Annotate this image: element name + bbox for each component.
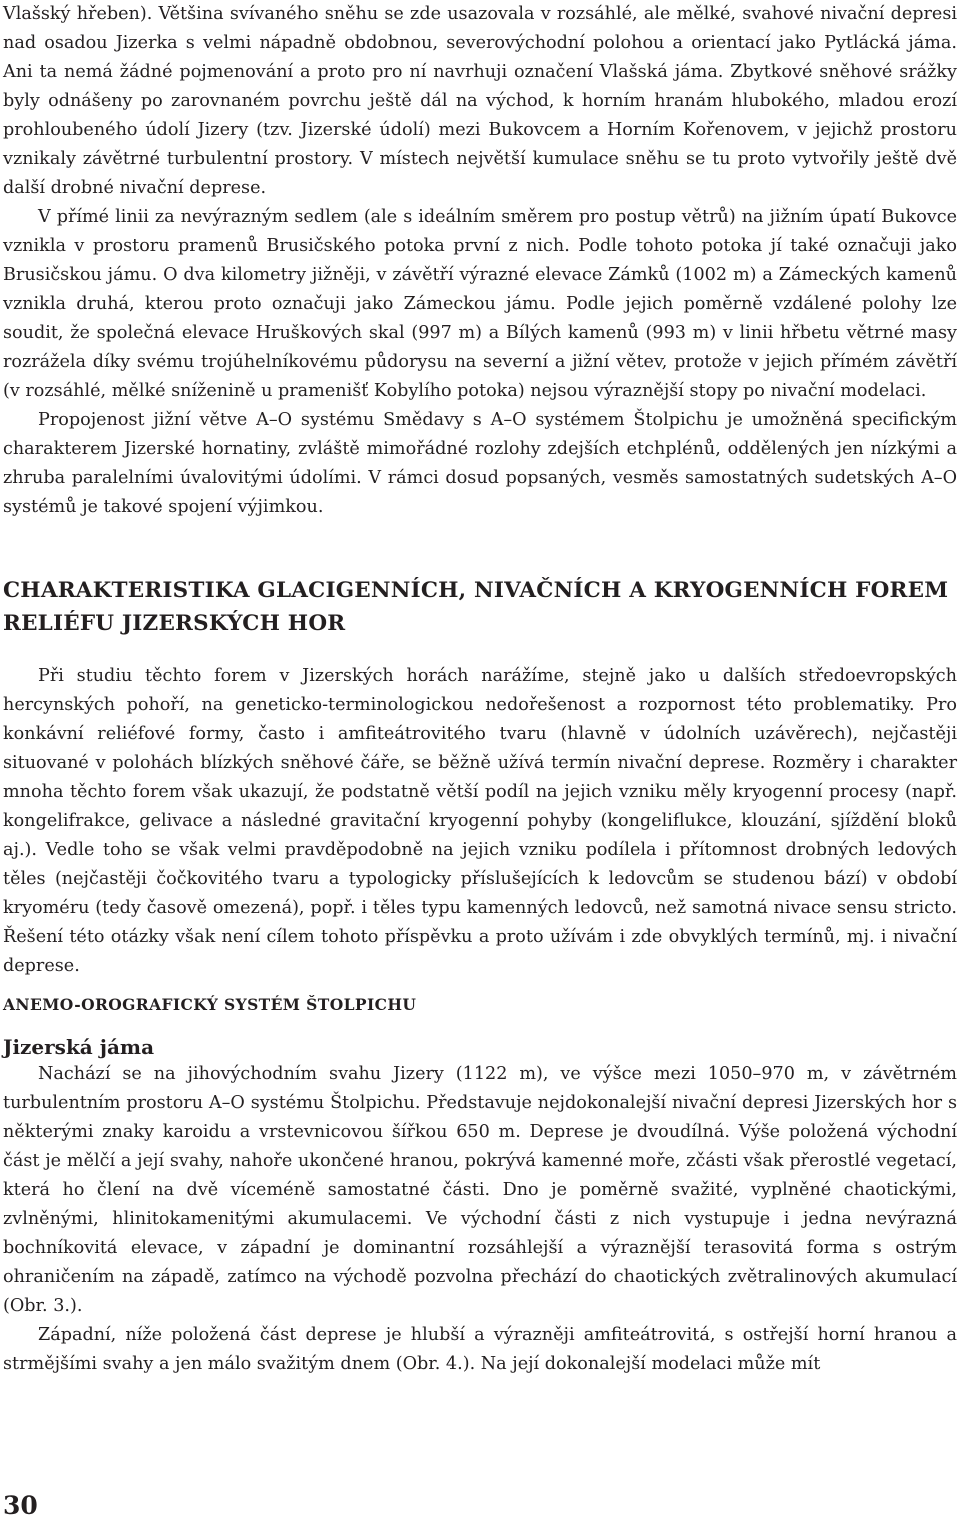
paragraph-chapter-intro: Při studiu těchto forem v Jizerských horách narážíme, stejně jako u dalších středoevropských hercynských pohoří, na geneticko-terminologickou nedořešenost a rozpornost této problematiky. Pro konkávní reliéfové formy, často i amfiteátrovitého tvaru (hlavně v údolních uzávěrech), nejčastěji situované v polohách blízkých sněhové čáře, se běžně užívá termín nivační deprese. Rozměry i charakter mnoha těchto forem však ukazují, že podstatně větší podíl na jejich vzniku měly kryogenní procesy (např. kongelifrakce, gelivace a následné gravitační kryogenní pohyby (kongeliflukce, klouzání, sjíždění bloků aj.). Vedle toho se však velmi pravděpodobně na jejich vzniku podílela i přítomnost drobných ledových těles (nejčastěji čočkovitého tvaru a typologicky příslušejících k ledovcům se studenou bází) v období kryoméru (tedy časově omezená), popř. i těles typu kamenných ledovců, než samotná nivace sensu stricto. Řešení této otázky však není cílem tohoto příspěvku a proto užívám i zde obvyklých termínů, mj. i nivační deprese. bbox=[3, 666, 957, 976]
paragraph-brusicska-jama: V přímé linii za nevýrazným sedlem (ale s ideálním směrem pro postup větrů) na jižním úpatí Bukovce vznikla v prostoru pramenů Brusičského potoka první z nich. Podle tohoto potoka jí také označuji jako Brusičskou jámu. O dva kilometry jižněji, v závětří výrazné elevace Zámků (1002 m) a Zámeckých kamenů vznikla druhá, kterou proto označuji jako Zámeckou jámu. Podle jejich poměrně vzdálené polohy lze soudit, že společná elevace Hruškových skal (997 m) a Bílých kamenů (993 m) v linii hřbetu větrné masy rozrážela díky svému trojúhelníkovému půdorysu na severní a jižní větev, protože v jejich přímém závětří (v rozsáhlé, mělké sníženině u pramenišť Kobylího potoka) nejsou výraznější stopy po nivační modelaci. bbox=[3, 207, 957, 401]
paragraph-jizerska-jama-1: Nachází se na jihovýchodním svahu Jizery (1122 m), ve výšce mezi 1050–970 m, v závětrném turbulentním prostoru A–O systému Štolpichu. Představuje nejdokonalejší nivační depresi Jizerských hor s některými znaky karoidu a vrstevnicovou šířkou 650 m. Deprese je dvoudílná. Výše položená východní část je mělčí a její svahy, nahoře ukončené hranou, pokrývá kamenné moře, zčásti však přerostlé vegetací, která ho člení na dvě víceméně samostatné části. Dno je poměrně svažité, vyplněné chaotickými, zvlněnými, hlinitokamenitými akumulacemi. Ve východní části z nich vystupuje i jedna nevýrazná bochníkovitá elevace, v západní je dominantní rozsáhlejší a výraznější terasovitá forma s ostrým ohraničením na západě, zatímco na východě pozvolna přechází do chaotických zvětralinových akumulací (Obr. 3.). bbox=[3, 1064, 957, 1316]
chapter-heading: CHARAKTERISTIKA GLACIGENNÍCH, NIVAČNÍCH A KRYOGENNÍCH FOREM RELIÉFU JIZERSKÝCH HOR bbox=[3, 578, 949, 636]
page-number: 30 bbox=[3, 1491, 38, 1520]
paragraph-jizerska-jama-2: Západní, níže položená část deprese je hlubší a výrazněji amfiteátrovitá, s ostřejší horní hranou a strmějšími svahy a jen málo svažitým dnem (Obr. 4.). Na její dokonalejší modelaci může mít bbox=[3, 1325, 957, 1374]
page bbox=[3, 0, 957, 1379]
section-heading: ANEMO-OROGRAFICKÝ SYSTÉM ŠTOLPICHU bbox=[3, 995, 417, 1014]
subsection-heading: Jizerská jáma bbox=[3, 1035, 155, 1059]
paragraph-propojenost: Propojenost jižní větve A–O systému Smědavy s A–O systémem Štolpichu je umožněná specifickým charakterem Jizerské hornatiny, zvláště mimořádné rozlohy zdejších etchplénů, oddělených jen nízkými a zhruba paralelními úvalovitými údolími. V rámci dosud popsaných, vesměs samostatných sudetských A–O systémů je takové spojení výjimkou. bbox=[3, 410, 957, 517]
paragraph-vlassky-hreben: Vlašský hřeben). Většina svívaného sněhu se zde usazovala v rozsáhlé, ale mělké, svahové nivační depresi nad osadou Jizerka s velmi nápadně obdobnou, severovýchodní polohou a orientací jako Pytlácká jáma. Ani ta nemá žádné pojmenování a proto pro ní navrhuji označení Vlašská jáma. Zbytkové sněhové srážky byly odnášeny po zarovnaném povrchu ještě dál na východ, k horním hranám hlubokého, mladou erozí prohloubeného údolí Jizery (tzv. Jizerské údolí) mezi Bukovcem a Horním Kořenovem, v jejichž prostoru vznikaly závětrné turbulentní prostory. V místech největší kumulace sněhu se tu proto vytvořily ještě dvě další drobné nivační deprese. bbox=[3, 4, 957, 198]
